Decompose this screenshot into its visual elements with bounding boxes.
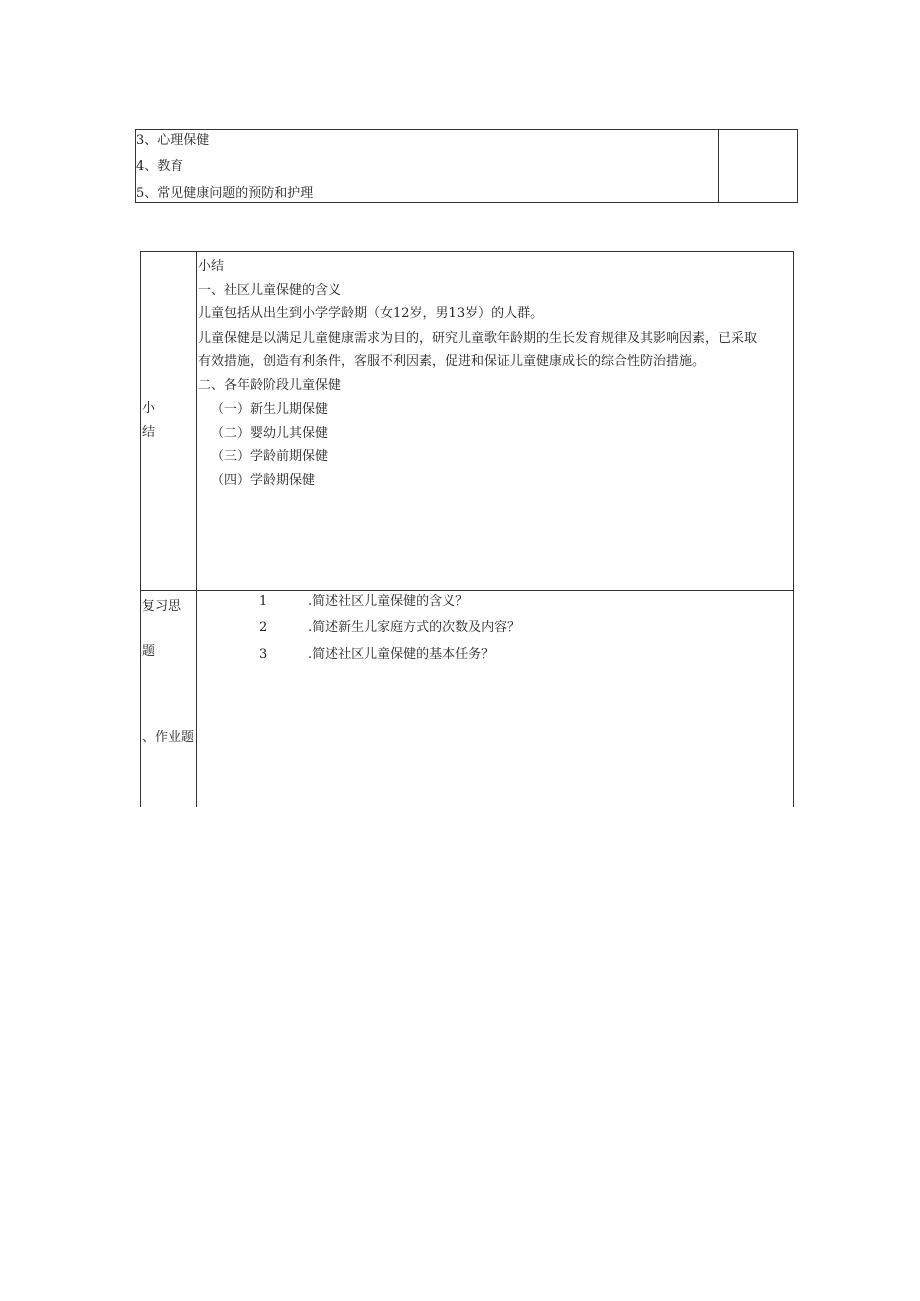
continuation-table — [135, 129, 798, 203]
summary-item: （一）新生儿期保健 — [211, 402, 329, 417]
review-label-1: 复习思 — [142, 599, 182, 614]
summary-title: 小结 — [198, 259, 225, 274]
table1-line-3: 5、常见健康问题的预防和护理 — [136, 186, 314, 201]
label-column-divider — [196, 252, 197, 807]
table1-column-divider — [718, 130, 719, 202]
summary-label-1: 小 — [142, 401, 156, 416]
section1-paragraph-2-line-1: 儿童保健是以满足儿童健康需求为目的，研究儿童歌年龄期的生长发育规律及其影响因素，已采取 — [198, 331, 758, 346]
question-text: .简述社区儿童保健的基本任务？ — [308, 647, 495, 662]
question-number: 1 — [259, 594, 268, 609]
review-label-3: 、作业题 — [142, 730, 195, 745]
section2-heading: 二、各年龄阶段儿童保健 — [198, 378, 342, 393]
section1-heading: 一、社区儿童保健的含义 — [198, 283, 342, 298]
question-number: 3 — [259, 647, 268, 662]
summary-table — [140, 251, 794, 807]
question-text: .简述新生儿家庭方式的次数及内容？ — [308, 620, 521, 635]
table1-line-2: 4、教育 — [136, 159, 184, 174]
question-number: 2 — [259, 620, 268, 635]
summary-label-2: 结 — [142, 425, 156, 440]
section1-paragraph-1: 儿童包括从出生到小学学龄期（女12岁，男13岁）的人群。 — [198, 306, 544, 321]
question-text: .简述社区儿童保健的含义？ — [308, 594, 469, 609]
summary-item: （四）学龄期保健 — [211, 473, 316, 488]
summary-item: （三）学龄前期保健 — [211, 449, 329, 464]
table1-line-1: 3、心理保健 — [136, 133, 210, 148]
review-label-2: 题 — [142, 644, 156, 659]
row-divider — [141, 590, 793, 591]
summary-item: （二）婴幼儿其保健 — [211, 426, 329, 441]
section1-paragraph-2-line-2: 有效措施，创造有利条件，客服不利因素，促进和保证儿童健康成长的综合性防治措施。 — [198, 354, 706, 369]
